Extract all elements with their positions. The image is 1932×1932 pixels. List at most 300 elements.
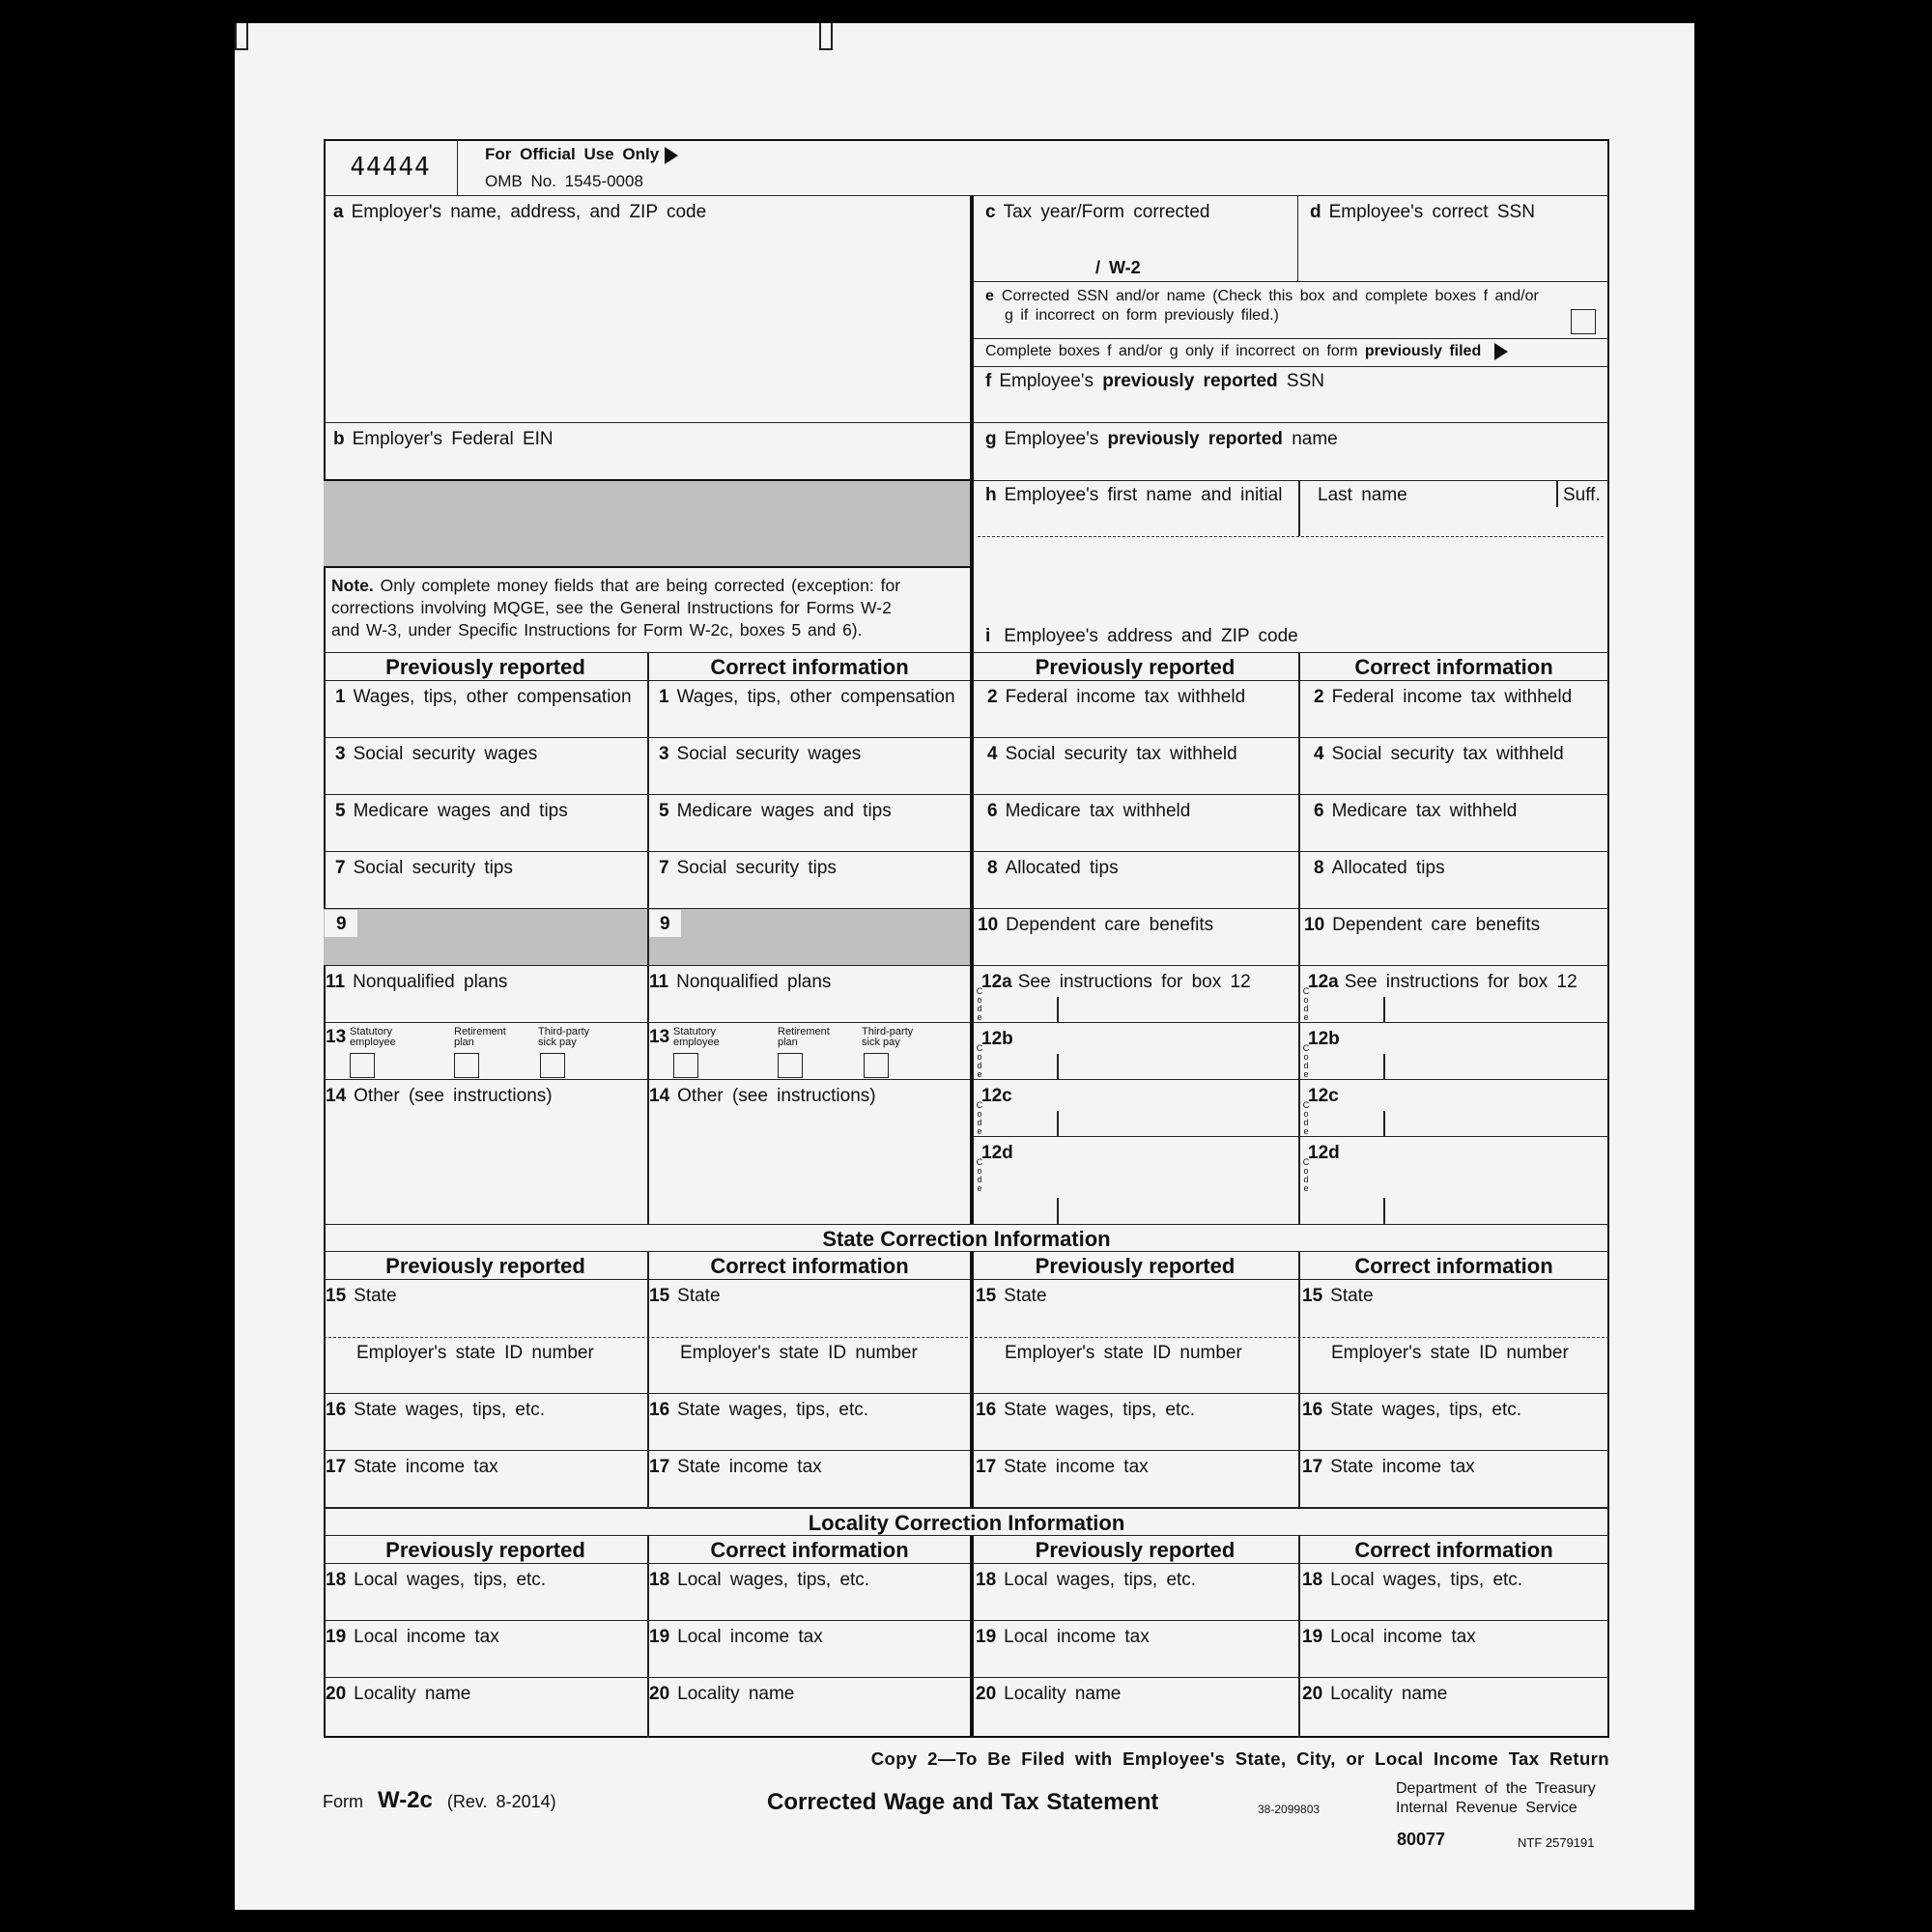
code-field-divider (1057, 1111, 1059, 1137)
form-title: Corrected Wage and Tax Statement (767, 1789, 1159, 1815)
retirement-plan-checkbox[interactable] (778, 1053, 803, 1078)
locality-box-20-correct-left[interactable] (647, 1678, 972, 1738)
box-c-form-suffix: / W-2 (1095, 258, 1141, 277)
box-number: 19 (1302, 1627, 1323, 1647)
box-label (1005, 1343, 1242, 1364)
state-box-17-prev-right[interactable] (972, 1451, 1298, 1508)
box-12d-prev[interactable] (972, 1137, 1298, 1224)
box-7-prev[interactable] (324, 852, 647, 909)
locality-box-19-prev-left[interactable] (324, 1621, 647, 1678)
box-number: 4 (987, 744, 998, 764)
box-number: 12b (1308, 1029, 1340, 1049)
box-8-correct[interactable] (1298, 852, 1609, 909)
reserved-shaded-area (324, 481, 972, 568)
box-e: e Corrected SSN and/or name (Check this box and complete boxes f and/or g if incorrect on form previously filed.) (972, 282, 1609, 339)
box-label-text: Wages, tips, other compensation (353, 687, 632, 707)
box-number: 16 (326, 1400, 347, 1420)
box-label-text: State wages, tips, etc. (677, 1400, 869, 1420)
box-12a-correct[interactable] (1298, 966, 1609, 1023)
statutory-label: Statutory (673, 1026, 717, 1037)
box-label-text: State wages, tips, etc. (354, 1400, 546, 1420)
center-divider (970, 1252, 974, 1508)
box-label (335, 687, 632, 708)
column-divider (1298, 1536, 1300, 1738)
box-label (1302, 1400, 1521, 1421)
box-12a-prev[interactable] (972, 966, 1298, 1023)
box-number: 9 (660, 914, 670, 934)
box-label-text: Locality name (677, 1684, 795, 1704)
box-label-text: Employer's state ID number (356, 1343, 594, 1363)
box-label (981, 1029, 1019, 1050)
box-label-text: Nonqualified plans (353, 972, 508, 992)
statutory-employee-checkbox[interactable] (673, 1053, 698, 1078)
state-box-16-prev-left[interactable] (324, 1394, 647, 1451)
box-number: 12b (981, 1029, 1013, 1049)
box-label (680, 1343, 918, 1364)
third_party-label: sick pay (862, 1037, 900, 1048)
control-number-box (324, 139, 458, 196)
box-b-label: Employer's Federal EIN (352, 429, 554, 449)
locality-box-18-correct-right[interactable] (1298, 1564, 1609, 1621)
arrow-right-icon (665, 147, 678, 164)
box-number: 10 (978, 915, 999, 935)
box-label-text: State wages, tips, etc. (1004, 1400, 1196, 1420)
box-h-i (972, 481, 1609, 653)
box-label-text: Local wages, tips, etc. (354, 1570, 547, 1590)
box-label (649, 972, 831, 993)
box-number: 5 (659, 801, 669, 821)
box-label (1308, 1086, 1345, 1107)
box-label-text: Other (see instructions) (677, 1086, 876, 1106)
state-box-id-correct-right[interactable] (1298, 1337, 1609, 1394)
box-number: 9 (336, 914, 347, 934)
state-box-15-correct-left[interactable] (647, 1280, 972, 1337)
box-label-text: Local wages, tips, etc. (677, 1570, 870, 1590)
box-label-text: Employer's state ID number (1331, 1343, 1569, 1363)
box-h-suffix[interactable]: Suff. (1563, 485, 1601, 505)
box-5-prev[interactable] (324, 795, 647, 852)
box-label (981, 1086, 1018, 1107)
box-number: 12a (1308, 972, 1339, 992)
box-4-prev[interactable] (972, 738, 1298, 795)
box-label (326, 1400, 545, 1421)
box-label-text: State (1004, 1286, 1047, 1306)
code-label: C o d e (1302, 986, 1310, 1022)
box-11-correct[interactable] (647, 966, 972, 1023)
box-number: 14 (326, 1086, 347, 1106)
column-divider (647, 1252, 649, 1508)
locality-box-19-correct-left[interactable] (647, 1621, 972, 1678)
box-number: 2 (987, 687, 998, 707)
state-box-16-correct-right[interactable] (1298, 1394, 1609, 1451)
code-field-divider (1057, 1198, 1059, 1224)
box-number: 18 (1302, 1570, 1323, 1590)
box-number: 17 (976, 1457, 997, 1477)
box-12c-correct[interactable] (1298, 1080, 1609, 1137)
state-section-title: State Correction Information (324, 1224, 1609, 1252)
column-divider (647, 1536, 649, 1738)
statutory-label: employee (350, 1037, 396, 1048)
complete-boxes-note: Complete boxes f and/or g only if incorrect on form previously filed (972, 339, 1609, 367)
box-label (1302, 1286, 1374, 1307)
box-number: 12c (981, 1086, 1012, 1106)
box-number: 10 (1304, 915, 1325, 935)
box-number: 12d (981, 1143, 1013, 1163)
box-label-text: State wages, tips, etc. (1330, 1400, 1522, 1420)
agency-line-1: Department of the Treasury (1396, 1780, 1596, 1797)
box-label-text: State (354, 1286, 397, 1306)
box-label (976, 1400, 1195, 1421)
box-label-text: State income tax (354, 1457, 498, 1477)
box-label-text: Federal income tax withheld (1005, 687, 1246, 707)
corrected-ssn-name-checkbox[interactable] (1571, 309, 1596, 334)
locality-box-20-correct-right[interactable] (1298, 1678, 1609, 1738)
form-id: Form W-2c (Rev. 8-2014) (323, 1787, 556, 1813)
center-divider (970, 1536, 974, 1738)
box-number: 6 (987, 801, 998, 821)
arrow-right-icon (1494, 343, 1508, 360)
box-h-first-name[interactable]: h Employee's first name and initial (985, 485, 1283, 505)
code-label: C o d e (1302, 1043, 1310, 1079)
state-section-headers: Previously reported Correct information Previously reported Correct information (324, 1252, 1609, 1280)
box-f[interactable]: f Employee's previously reported SSN (972, 367, 1609, 423)
box-12b-prev[interactable] (972, 1023, 1298, 1080)
state-box-id-prev-right[interactable] (972, 1337, 1298, 1394)
box-number: 15 (976, 1286, 997, 1306)
box-13-prev (324, 1023, 647, 1080)
box-label-text: Social security wages (353, 744, 538, 764)
box-label (1314, 744, 1564, 765)
box-label-text: Local income tax (1004, 1627, 1150, 1647)
omb-number: OMB No. 1545-0008 (485, 172, 643, 190)
state-box-15-correct-right[interactable] (1298, 1280, 1609, 1337)
box-label (987, 687, 1245, 708)
box-a[interactable]: a Employer's name, address, and ZIP code (324, 196, 972, 423)
box-12d-correct[interactable] (1298, 1137, 1609, 1224)
box-number: 17 (1302, 1457, 1323, 1477)
box-1-correct[interactable] (647, 681, 972, 738)
box-label (987, 858, 1119, 879)
state-box-15-prev-left[interactable] (324, 1280, 647, 1337)
box-label-text: Dependent care benefits (1332, 915, 1541, 935)
box-number: 13 (326, 1027, 347, 1047)
box-2-correct[interactable] (1298, 681, 1609, 738)
code-label: C o d e (976, 986, 983, 1022)
box-label-text: Medicare tax withheld (1331, 801, 1518, 821)
box-label (659, 687, 955, 708)
box-13-correct (647, 1023, 971, 1080)
box-number: 5 (335, 801, 346, 821)
box-number: 3 (659, 744, 669, 764)
box-label-text: Wages, tips, other compensation (676, 687, 955, 707)
box-i-address[interactable]: i Employee's address and ZIP code (985, 626, 1298, 646)
box-label-text: See instructions for box 12 (1344, 972, 1577, 992)
state-box-17-correct-right[interactable] (1298, 1451, 1609, 1508)
box-number: 16 (1302, 1400, 1323, 1420)
box-number: 12d (1308, 1143, 1340, 1163)
box-label (1314, 858, 1445, 879)
box-label (326, 1627, 499, 1648)
third-party-sick-pay-checkbox[interactable] (864, 1053, 889, 1078)
box-label (1331, 1343, 1569, 1364)
box-label-text: Nonqualified plans (676, 972, 832, 992)
box-9-label-bg (648, 910, 681, 937)
box-label (326, 1457, 498, 1478)
box-label-text: Locality name (354, 1684, 471, 1704)
agency-line-2: Internal Revenue Service (1396, 1800, 1577, 1816)
box-label (659, 858, 837, 879)
box-label (981, 1143, 1019, 1164)
box-label (326, 1570, 546, 1591)
box-number: 2 (1314, 687, 1324, 707)
box-1-prev[interactable] (324, 681, 647, 738)
box-9-label-bg (325, 910, 357, 937)
code-label: C o d e (976, 1043, 983, 1079)
box-number: 19 (649, 1627, 670, 1647)
state-box-17-correct-left[interactable] (647, 1451, 972, 1508)
state-box-16-prev-right[interactable] (972, 1394, 1298, 1451)
box-number: 4 (1314, 744, 1324, 764)
box-label-text: Locality name (1004, 1684, 1122, 1704)
box-label-text: Social security tips (353, 858, 513, 878)
box-d[interactable]: d Employee's correct SSN (1298, 196, 1609, 282)
third_party-label: sick pay (538, 1037, 577, 1048)
code-label: C o d e (1302, 1157, 1310, 1193)
box-label-text: Employer's state ID number (680, 1343, 918, 1363)
box-a-label: Employer's name, address, and ZIP code (351, 202, 707, 222)
code-field-divider (1383, 997, 1385, 1023)
box-label-text: Medicare tax withheld (1005, 801, 1191, 821)
box-label-text: Local income tax (1330, 1627, 1476, 1647)
vendor-code: 38-2099803 (1258, 1803, 1321, 1816)
box-label-text: Social security wages (676, 744, 862, 764)
state-box-id-correct-left[interactable] (647, 1337, 972, 1394)
ntf-number: NTF 2579191 (1518, 1835, 1595, 1850)
box-label (326, 1086, 553, 1107)
box-12c-prev[interactable] (972, 1080, 1298, 1137)
box-label (976, 1286, 1047, 1307)
state-box-15-prev-right[interactable] (972, 1280, 1298, 1337)
code-field-divider (1057, 1054, 1059, 1080)
box-14-prev[interactable] (324, 1080, 647, 1224)
third_party-label: Third-party (538, 1026, 590, 1037)
box-label (335, 744, 537, 765)
box-label (659, 744, 861, 765)
box-label-text: See instructions for box 12 (1017, 972, 1251, 992)
box-h-last-name[interactable]: Last name (1318, 485, 1407, 505)
box-label-text: State income tax (1004, 1457, 1149, 1477)
box-label-text: Local income tax (354, 1627, 499, 1647)
box-number: 18 (976, 1570, 997, 1590)
box-number: 8 (1314, 858, 1324, 878)
box-number: 12a (981, 972, 1012, 992)
box-label-text: Other (see instructions) (354, 1086, 553, 1106)
box-label (976, 1684, 1121, 1705)
box-9-correct (647, 909, 972, 966)
box-10-prev[interactable] (972, 909, 1298, 966)
box-label (1308, 1143, 1346, 1164)
box-9-prev (324, 909, 647, 966)
column-divider (647, 653, 649, 1224)
dashed-divider (978, 536, 1604, 537)
code-field-divider (1383, 1111, 1385, 1137)
statutory-employee-checkbox[interactable] (350, 1053, 375, 1078)
box-number: 15 (326, 1286, 347, 1306)
box-6-prev[interactable] (972, 795, 1298, 852)
box-number: 20 (976, 1684, 997, 1704)
box-3-prev[interactable] (324, 738, 647, 795)
box-number: 7 (659, 858, 669, 878)
box-number: 14 (649, 1086, 670, 1106)
box-label (1308, 972, 1577, 993)
box-label (326, 1286, 397, 1307)
box-label (649, 1086, 876, 1107)
box-label-text: Social security tips (676, 858, 837, 878)
state-box-16-correct-left[interactable] (647, 1394, 972, 1451)
box-label-text: State income tax (677, 1457, 822, 1477)
box-label-text: Allocated tips (1331, 858, 1445, 878)
box-number: 11 (326, 972, 346, 992)
box-label-text: Local wages, tips, etc. (1330, 1570, 1523, 1590)
locality-box-18-prev-left[interactable] (324, 1564, 647, 1621)
locality-box-19-prev-right[interactable] (972, 1621, 1298, 1678)
box-number: 18 (326, 1570, 347, 1590)
box-label-text: Allocated tips (1005, 858, 1119, 878)
retirement-label: plan (778, 1037, 798, 1048)
box-label (987, 801, 1190, 822)
retirement-plan-checkbox[interactable] (454, 1053, 479, 1078)
box-label-text: State (1330, 1286, 1374, 1306)
statutory-label: Statutory (350, 1026, 393, 1037)
box-number: 18 (649, 1570, 670, 1590)
box-label (335, 858, 513, 879)
box-5-correct[interactable] (647, 795, 972, 852)
box-label (1302, 1570, 1522, 1591)
box-4-correct[interactable] (1298, 738, 1609, 795)
official-use-box (458, 139, 1609, 196)
locality-box-20-prev-left[interactable] (324, 1678, 647, 1738)
locality-box-20-prev-right[interactable] (972, 1678, 1298, 1738)
box-12b-correct[interactable] (1298, 1023, 1609, 1080)
divider (1298, 481, 1300, 536)
state-box-id-prev-left[interactable] (324, 1337, 647, 1394)
box-label (1314, 801, 1517, 822)
box-label (356, 1343, 594, 1364)
box-label (649, 1627, 823, 1648)
retirement-label: Retirement (778, 1026, 830, 1037)
box-label-text: Medicare wages and tips (353, 801, 568, 821)
locality-section-title: Locality Correction Information (324, 1508, 1609, 1536)
retirement-label: plan (454, 1037, 474, 1048)
statutory-label: employee (673, 1037, 720, 1048)
locality-box-18-correct-left[interactable] (647, 1564, 972, 1621)
code-field-divider (1057, 997, 1059, 1023)
registration-mark (819, 23, 833, 50)
box-label-text: Employer's state ID number (1005, 1343, 1242, 1363)
box-label (659, 801, 892, 822)
locality-box-18-prev-right[interactable] (972, 1564, 1298, 1621)
box-number: 15 (649, 1286, 670, 1306)
box-number: 11 (649, 972, 669, 992)
box-label (978, 915, 1213, 936)
box-number: 16 (976, 1400, 997, 1420)
official-use-label: For Official Use Only (485, 145, 678, 164)
box-label (1302, 1627, 1476, 1648)
box-number: 19 (326, 1627, 347, 1647)
box-number: 15 (1302, 1286, 1323, 1306)
control-number: 44444 (350, 153, 431, 182)
code-field-divider (1383, 1198, 1385, 1224)
copy-note: Copy 2—To Be Filed with Employee's State, City, or Local Income Tax Return (870, 1748, 1609, 1769)
divider (1556, 481, 1558, 507)
box-number: 17 (326, 1457, 347, 1477)
retirement-label: Retirement (454, 1026, 506, 1037)
box-number: 16 (649, 1400, 670, 1420)
box-14-correct[interactable] (647, 1080, 971, 1224)
box-label (649, 1457, 822, 1478)
registration-mark (235, 23, 248, 50)
box-label (649, 1286, 721, 1307)
box-label-text: Federal income tax withheld (1331, 687, 1573, 707)
box-number: 17 (649, 1457, 670, 1477)
locality-box-19-correct-right[interactable] (1298, 1621, 1609, 1678)
locality-section-headers: Previously reported Correct information Previously reported Correct information (324, 1536, 1609, 1564)
center-divider (970, 196, 974, 1224)
box-g[interactable]: g Employee's previously reported name (972, 423, 1609, 481)
note-box: Note. Only complete money fields that are being corrected (exception: for corrections involving MQGE, see the General Instructions for Forms W-2 and W-3, under Specific Instructions for Form W-2c, boxes 5 and 6). (324, 568, 972, 653)
box-number: 1 (659, 687, 669, 707)
box-number: 20 (649, 1684, 670, 1704)
box-2-prev[interactable] (972, 681, 1298, 738)
box-label (326, 1684, 470, 1705)
catalog-number: 80077 (1397, 1830, 1446, 1849)
box-label-text: State (677, 1286, 721, 1306)
box-label (649, 1400, 868, 1421)
money-section-headers: Previously reported Correct information Previously reported Correct information (324, 653, 1609, 681)
box-c[interactable]: c Tax year/Form corrected / W-2 (972, 196, 1298, 282)
box-3-correct[interactable] (647, 738, 972, 795)
code-label: C o d e (976, 1157, 983, 1193)
box-label-text: Medicare wages and tips (676, 801, 892, 821)
box-label (649, 1570, 869, 1591)
box-label (326, 972, 507, 993)
box-label (1314, 687, 1572, 708)
box-11-prev[interactable] (324, 966, 647, 1023)
box-number: 8 (987, 858, 998, 878)
box-label (976, 1570, 1196, 1591)
box-8-prev[interactable] (972, 852, 1298, 909)
box-number: 1 (335, 687, 346, 707)
box-10-correct[interactable] (1298, 909, 1609, 966)
box-b[interactable]: b Employer's Federal EIN (324, 423, 972, 481)
box-label (335, 801, 568, 822)
box-label-text: Locality name (1330, 1684, 1448, 1704)
box-number: 20 (326, 1684, 347, 1704)
code-label: C o d e (976, 1100, 983, 1136)
column-divider (1298, 653, 1300, 1224)
box-7-correct[interactable] (647, 852, 972, 909)
box-6-correct[interactable] (1298, 795, 1609, 852)
state-box-17-prev-left[interactable] (324, 1451, 647, 1508)
box-label (981, 972, 1251, 993)
box-label (649, 1684, 794, 1705)
box-number: 20 (1302, 1684, 1323, 1704)
box-label-text: State income tax (1330, 1457, 1475, 1477)
column-divider (1298, 1252, 1300, 1508)
box-label (1308, 1029, 1346, 1050)
code-label: C o d e (1302, 1100, 1310, 1136)
third-party-sick-pay-checkbox[interactable] (540, 1053, 565, 1078)
